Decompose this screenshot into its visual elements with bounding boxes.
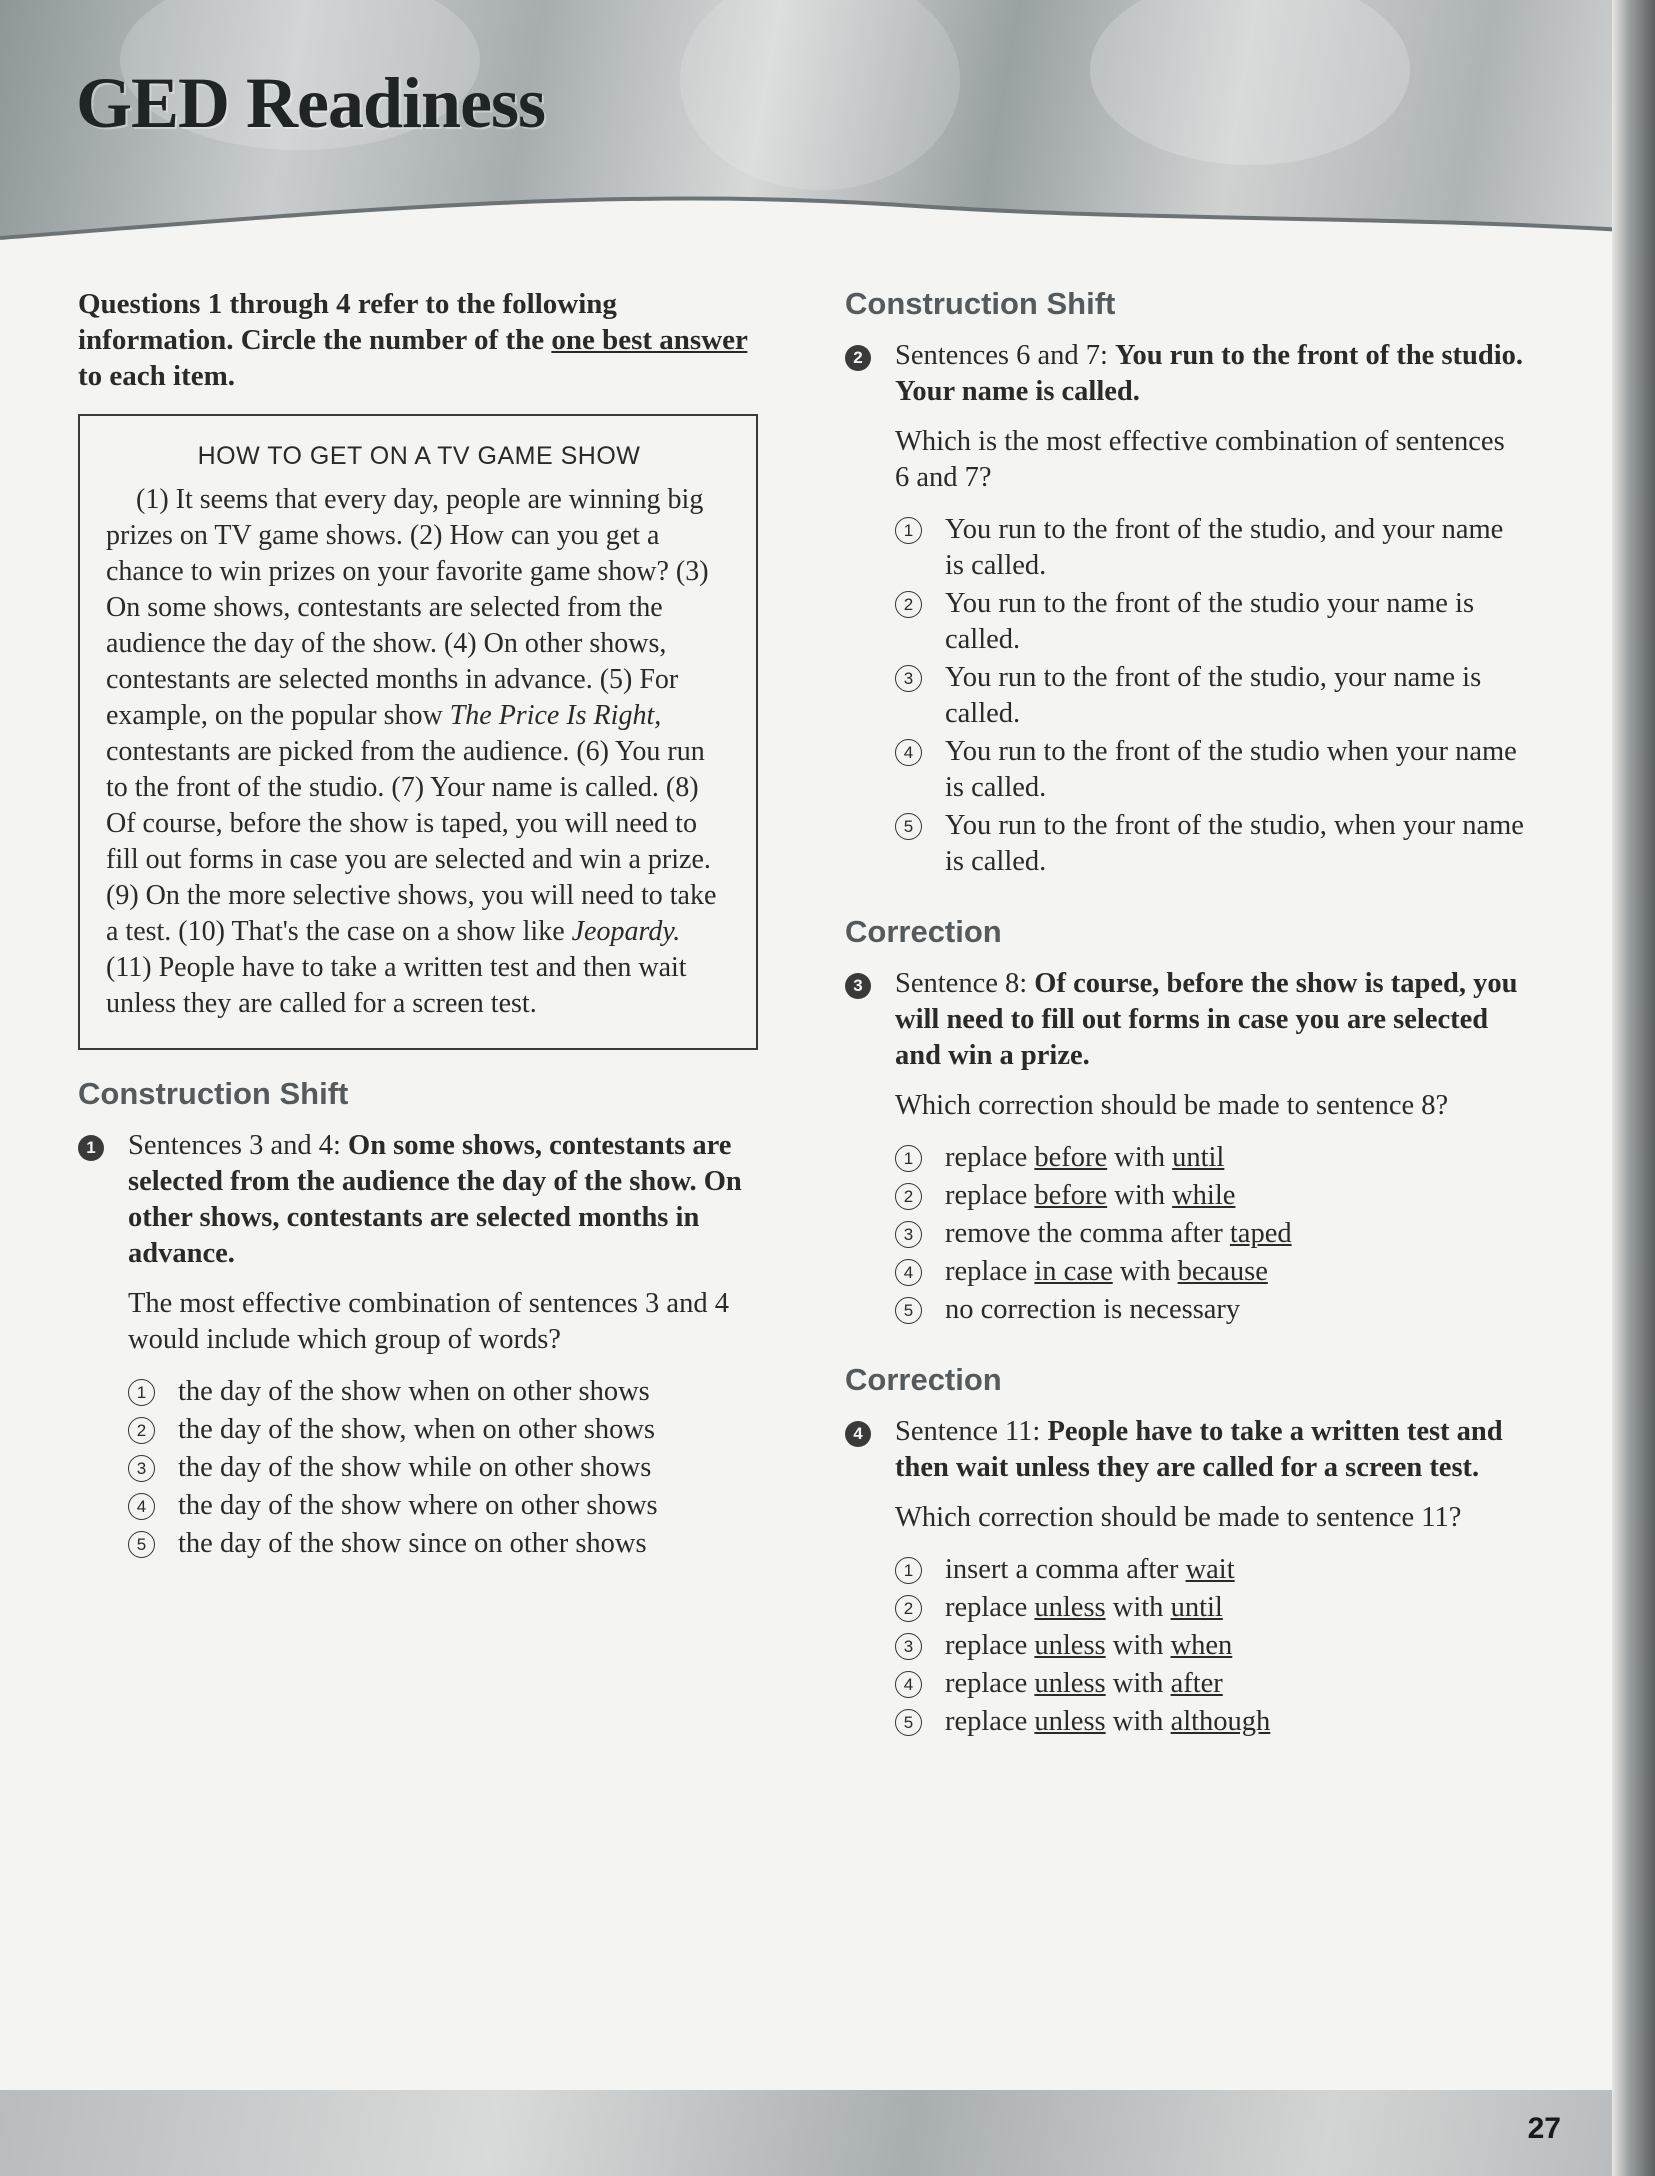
question-stem	[895, 338, 1525, 410]
question-number-badge: 3	[845, 973, 871, 999]
option-number-circle[interactable]: 5	[895, 1709, 922, 1736]
page-title: GED Readiness	[76, 63, 546, 143]
instructions-underlined: one best answer	[551, 324, 748, 356]
option-text: replace	[945, 1668, 1035, 1699]
answer-option[interactable]	[895, 1590, 1525, 1626]
answer-option[interactable]	[895, 660, 1525, 732]
option-number-circle[interactable]: 5	[128, 1531, 155, 1558]
option-number-circle[interactable]: 3	[128, 1455, 155, 1482]
answer-option[interactable]	[895, 1254, 1525, 1290]
answer-options	[895, 1140, 1525, 1328]
option-number-circle[interactable]: 2	[895, 1595, 922, 1622]
question-2	[845, 338, 1525, 880]
option-text: the day of the show, when on other shows	[178, 1414, 656, 1445]
answer-options	[895, 1552, 1525, 1740]
passage-show-title: Jeopardy.	[571, 916, 681, 947]
option-underlined-word: until	[1170, 1592, 1223, 1623]
option-number-circle[interactable]: 5	[895, 1297, 922, 1324]
question-1	[78, 1128, 758, 1562]
left-column	[78, 286, 758, 1564]
option-text: with	[1105, 1706, 1171, 1737]
answer-option[interactable]	[895, 808, 1525, 880]
option-text: with	[1107, 1180, 1173, 1211]
passage-box	[78, 414, 758, 1050]
option-text: replace	[945, 1180, 1035, 1211]
stem-lead: Sentences 6 and 7:	[895, 340, 1116, 371]
option-number-circle[interactable]: 4	[895, 1259, 922, 1286]
option-underlined-word: although	[1170, 1706, 1271, 1737]
answer-option[interactable]	[128, 1374, 758, 1410]
option-number-circle[interactable]: 3	[895, 1221, 922, 1248]
option-underlined-word: when	[1170, 1630, 1233, 1661]
option-number-circle[interactable]: 5	[895, 813, 922, 840]
option-underlined-word: unless	[1034, 1630, 1106, 1661]
answer-option[interactable]	[895, 1628, 1525, 1664]
right-column	[845, 286, 1525, 1742]
answer-options	[895, 512, 1525, 880]
passage-part: (11) People have to take a written test and then wait unless they are called for a screen test.	[106, 952, 687, 1019]
option-underlined-word: because	[1177, 1256, 1268, 1287]
option-text: You run to the front of the studio, and your name is called.	[945, 514, 1504, 581]
option-underlined-word: before	[1034, 1142, 1108, 1173]
question-prompt: Which correction should be made to sentence 11?	[895, 1502, 1462, 1533]
option-number-circle[interactable]: 1	[128, 1379, 155, 1406]
option-number-circle[interactable]: 2	[895, 591, 922, 618]
option-number-circle[interactable]: 1	[895, 1145, 922, 1172]
question-stem	[895, 966, 1525, 1074]
option-underlined-word: unless	[1034, 1706, 1106, 1737]
option-number-circle[interactable]: 1	[895, 517, 922, 544]
question-number-badge: 2	[845, 345, 871, 371]
section-heading-q3: Correction	[845, 914, 1002, 949]
question-3	[845, 966, 1525, 1328]
option-text: the day of the show since on other shows	[178, 1528, 647, 1559]
option-underlined-word: wait	[1185, 1554, 1235, 1585]
question-4	[845, 1414, 1525, 1740]
answer-option[interactable]	[895, 586, 1525, 658]
book-spine-shadow	[1612, 0, 1655, 2176]
passage-part: (1) It seems that every day, people are winning big prizes on TV game shows. (2) How can you get a chance to win prizes on your favorite game show? (3) On some shows, contestants are selected from the audience the day of the show. (4) On other shows, contestants are selected months in advance. (5) For example, on the popular show	[106, 484, 709, 731]
option-underlined-word: taped	[1229, 1218, 1292, 1249]
option-underlined-word: until	[1172, 1142, 1225, 1173]
option-number-circle[interactable]: 2	[128, 1417, 155, 1444]
question-stem	[128, 1128, 758, 1272]
option-number-circle[interactable]: 4	[128, 1493, 155, 1520]
option-text: with	[1112, 1256, 1178, 1287]
answer-option[interactable]	[895, 1140, 1525, 1176]
question-prompt: The most effective combination of sentences 3 and 4 would include which group of words?	[128, 1288, 729, 1355]
option-text: insert a comma after	[945, 1554, 1186, 1585]
option-number-circle[interactable]: 1	[895, 1557, 922, 1584]
answer-option[interactable]	[128, 1488, 758, 1524]
answer-option[interactable]	[895, 1292, 1525, 1328]
stem-sentence: Of course, before the show is taped, you will need to fill out forms in case you are selected and win a prize.	[895, 968, 1518, 1071]
answer-option[interactable]	[895, 512, 1525, 584]
answer-option[interactable]	[895, 734, 1525, 806]
stem-sentence: On some shows, contestants are selected from the audience the day of the show. On other shows, contestants are selected months in advance.	[128, 1130, 742, 1269]
stem-sentence: People have to take a written test and then wait unless they are called for a screen test.	[895, 1416, 1503, 1483]
question-prompt: Which is the most effective combination of sentences 6 and 7?	[895, 426, 1505, 493]
section-heading-q4: Correction	[845, 1362, 1002, 1397]
stem-lead: Sentence 11:	[895, 1416, 1048, 1447]
page-footer-banner	[0, 2090, 1655, 2176]
question-number-badge: 1	[78, 1135, 104, 1161]
option-text: with	[1107, 1142, 1173, 1173]
instructions-text: Questions 1 through 4 refer to the following information. Circle the number of the	[78, 288, 617, 356]
option-underlined-word: unless	[1034, 1592, 1106, 1623]
answer-option[interactable]	[895, 1552, 1525, 1588]
passage-title: HOW TO GET ON A TV GAME SHOW	[197, 442, 641, 470]
answer-option[interactable]	[128, 1526, 758, 1562]
option-text: replace	[945, 1630, 1035, 1661]
option-text: You run to the front of the studio, your name is called.	[945, 662, 1482, 729]
option-number-circle[interactable]: 4	[895, 739, 922, 766]
option-text: the day of the show while on other shows	[178, 1452, 652, 1483]
option-text: the day of the show when on other shows	[178, 1376, 650, 1407]
option-number-circle[interactable]: 2	[895, 1183, 922, 1210]
option-number-circle[interactable]: 4	[895, 1671, 922, 1698]
instructions	[78, 286, 758, 394]
passage-text	[106, 482, 732, 1022]
option-text: the day of the show where on other shows	[178, 1490, 658, 1521]
answer-option[interactable]	[128, 1450, 758, 1486]
option-underlined-word: after	[1170, 1668, 1223, 1699]
question-prompt: Which correction should be made to sentence 8?	[895, 1090, 1449, 1121]
option-underlined-word: in case	[1034, 1256, 1113, 1287]
option-text: replace	[945, 1142, 1035, 1173]
option-text: with	[1105, 1630, 1171, 1661]
option-text: You run to the front of the studio your name is called.	[945, 588, 1475, 655]
option-text: with	[1105, 1592, 1171, 1623]
stem-sentence: You run to the front of the studio. Your name is called.	[895, 340, 1524, 407]
question-number-badge: 4	[845, 1421, 871, 1447]
option-text: with	[1105, 1668, 1171, 1699]
answer-options	[128, 1374, 758, 1562]
section-heading-q1: Construction Shift	[78, 1076, 349, 1111]
option-text: no correction is necessary	[945, 1294, 1241, 1325]
option-text: remove the comma after	[945, 1218, 1230, 1249]
answer-option[interactable]	[895, 1216, 1525, 1252]
option-text: replace	[945, 1706, 1035, 1737]
instructions-text-end: to each item.	[78, 360, 236, 392]
option-underlined-word: while	[1172, 1180, 1236, 1211]
option-number-circle[interactable]: 3	[895, 665, 922, 692]
question-stem	[895, 1414, 1525, 1486]
option-text: replace	[945, 1256, 1035, 1287]
section-heading-q2: Construction Shift	[845, 286, 1116, 321]
answer-option[interactable]	[895, 1704, 1525, 1740]
option-text: You run to the front of the studio, when your name is called.	[945, 810, 1524, 877]
option-text: You run to the front of the studio when your name is called.	[945, 736, 1517, 803]
passage-show-title: The Price Is Right,	[449, 700, 662, 731]
option-text: replace	[945, 1592, 1035, 1623]
option-underlined-word: before	[1034, 1180, 1108, 1211]
answer-option[interactable]	[895, 1666, 1525, 1702]
page-header-banner	[0, 0, 1655, 250]
stem-lead: Sentences 3 and 4:	[128, 1130, 349, 1161]
passage-part: contestants are picked from the audience. (6) You run to the front of the studio. (7) Your name is called. (8) Of course, before the show is taped, you will need to fill out forms in case you are selected and win a prize. (9) On the more selective shows, you will need to take a test. (10) That's the case on a show like	[106, 736, 717, 947]
page-number: 27	[1527, 2112, 1561, 2145]
answer-option[interactable]	[895, 1178, 1525, 1214]
option-number-circle[interactable]: 3	[895, 1633, 922, 1660]
stem-lead: Sentence 8:	[895, 968, 1035, 999]
option-underlined-word: unless	[1034, 1668, 1106, 1699]
answer-option[interactable]	[128, 1412, 758, 1448]
